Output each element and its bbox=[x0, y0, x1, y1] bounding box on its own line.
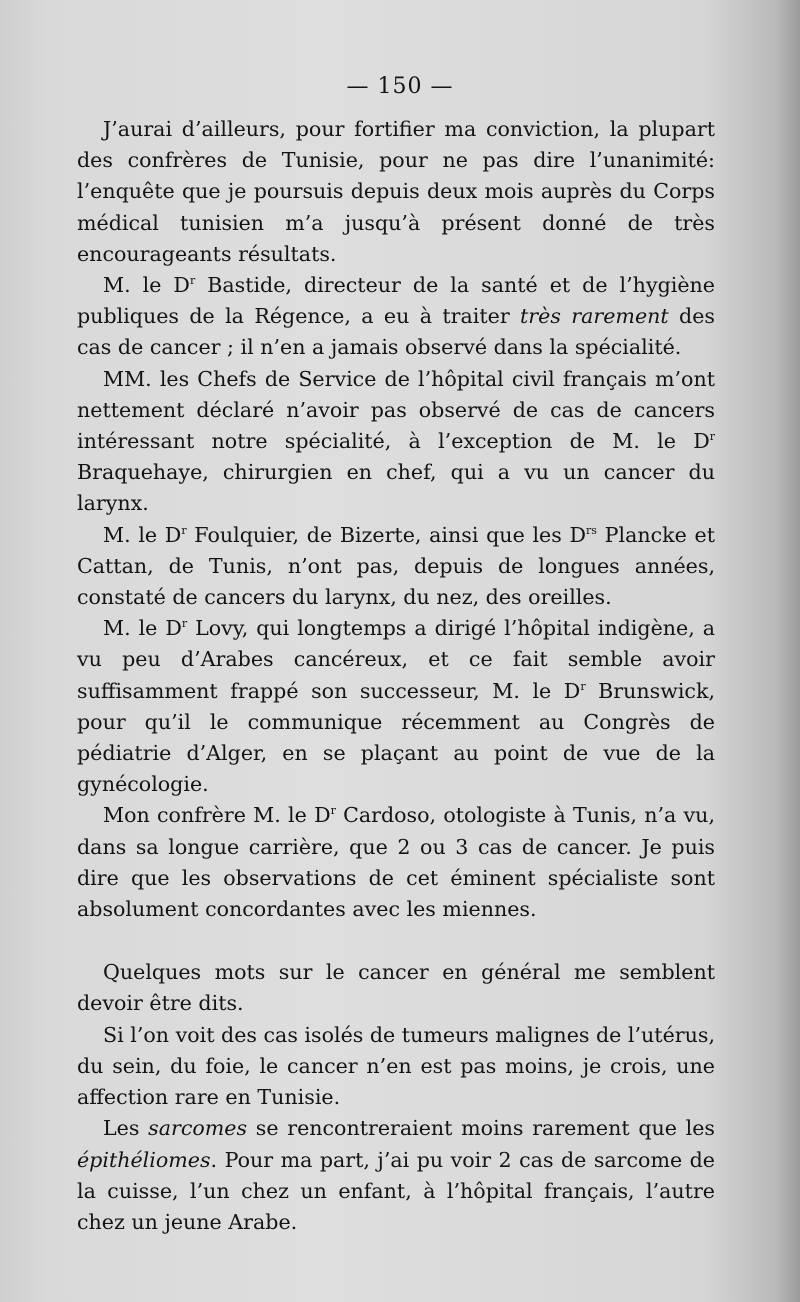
paragraph bbox=[77, 613, 715, 800]
text-run: Mon confrère M. le D bbox=[103, 803, 331, 828]
text-run: Lovy, qui longtemps a dirigé l’hôpital indigène, a vu peu d’Arabes cancéreux, et ce fait semble avoir suffisamment frappé son successeur, M. le D bbox=[77, 616, 716, 703]
text-run: Quelques mots sur le cancer en général me semblent devoir être dits. bbox=[77, 960, 715, 1016]
italic-text: épithéliomes bbox=[77, 1147, 211, 1172]
paragraph bbox=[77, 364, 715, 520]
section-break bbox=[77, 925, 715, 957]
superscript: r bbox=[330, 804, 336, 818]
text-run: MM. les Chefs de Service de l’hôpital civil français m’ont nettement déclaré n’avoir pas observé de cas de cancers intéressant notre spécialité, à l’exception de M. le D bbox=[77, 366, 715, 454]
text-run: M. le D bbox=[103, 273, 190, 298]
paragraph bbox=[77, 800, 715, 925]
superscript: rs bbox=[586, 523, 597, 537]
text-run: se rencontreraient moins rarement que les bbox=[247, 1116, 715, 1141]
paragraph bbox=[77, 520, 715, 614]
superscript: r bbox=[709, 430, 715, 444]
superscript: r bbox=[181, 617, 188, 631]
italic-text: très rarement bbox=[520, 304, 669, 329]
paragraph bbox=[77, 270, 715, 364]
text-run: Brunswick, pour qu’il le communique récemment au Congrès de pédiatrie d’Alger, en se plaçant au point de vue de la gynécologie. bbox=[77, 678, 715, 797]
italic-text: sarcomes bbox=[148, 1116, 248, 1141]
text-run: Cardoso, otologiste à Tunis, n’a vu, dans sa longue carrière, que 2 ou 3 cas de cancer. Je puis dire que les observations de cet éminent spécialiste sont absolument concordantes avec les miennes. bbox=[77, 803, 715, 922]
superscript: r bbox=[181, 523, 187, 537]
superscript: r bbox=[189, 274, 196, 288]
text-run: Plancke et Cattan, de Tunis, n’ont pas, depuis de longues années, constaté de cancers du larynx, du nez, des oreilles. bbox=[77, 522, 715, 610]
text-run: Les bbox=[103, 1116, 149, 1141]
text-run: Si l’on voit des cas isolés de tumeurs malignes de l’utérus, du sein, du foie, le cancer n’en est pas moins, je crois, une affection rare en Tunisie. bbox=[77, 1022, 715, 1110]
page-number: — 150 — bbox=[346, 74, 454, 99]
paragraph bbox=[77, 957, 715, 1019]
text-run: M. le D bbox=[103, 522, 182, 547]
text-run: . Pour ma part, j’ai pu voir 2 cas de sarcome de la cuisse, l’un chez un enfant, à l’hôpital français, l’autre chez un jeune Arabe. bbox=[77, 1147, 715, 1234]
superscript: r bbox=[580, 679, 586, 693]
paragraph bbox=[77, 114, 715, 270]
text-run: Braquehaye, chirurgien en chef, qui a vu un cancer du larynx. bbox=[77, 460, 715, 516]
paragraph bbox=[77, 1020, 715, 1114]
text-run: M. le D bbox=[103, 616, 182, 641]
body-text bbox=[77, 114, 715, 1238]
text-run: Foulquier, de Bizerte, ainsi que les D bbox=[186, 522, 587, 547]
paragraph bbox=[77, 1113, 715, 1238]
text-run: des cas de cancer ; il n’en a jamais observé dans la spécialité. bbox=[77, 304, 715, 360]
text-run: Bastide, directeur de la santé et de l’hygiène publiques de la Régence, a eu à traiter bbox=[77, 273, 715, 329]
text-run: J’aurai d’ailleurs, pour fortifier ma conviction, la plupart des confrères de Tunisie, pour ne pas dire l’unanimité: l’enquête que je poursuis depuis deux mois auprès du Corps médical tunisien m’a jusqu’à présent donné de très encourageants résultats. bbox=[77, 117, 715, 266]
